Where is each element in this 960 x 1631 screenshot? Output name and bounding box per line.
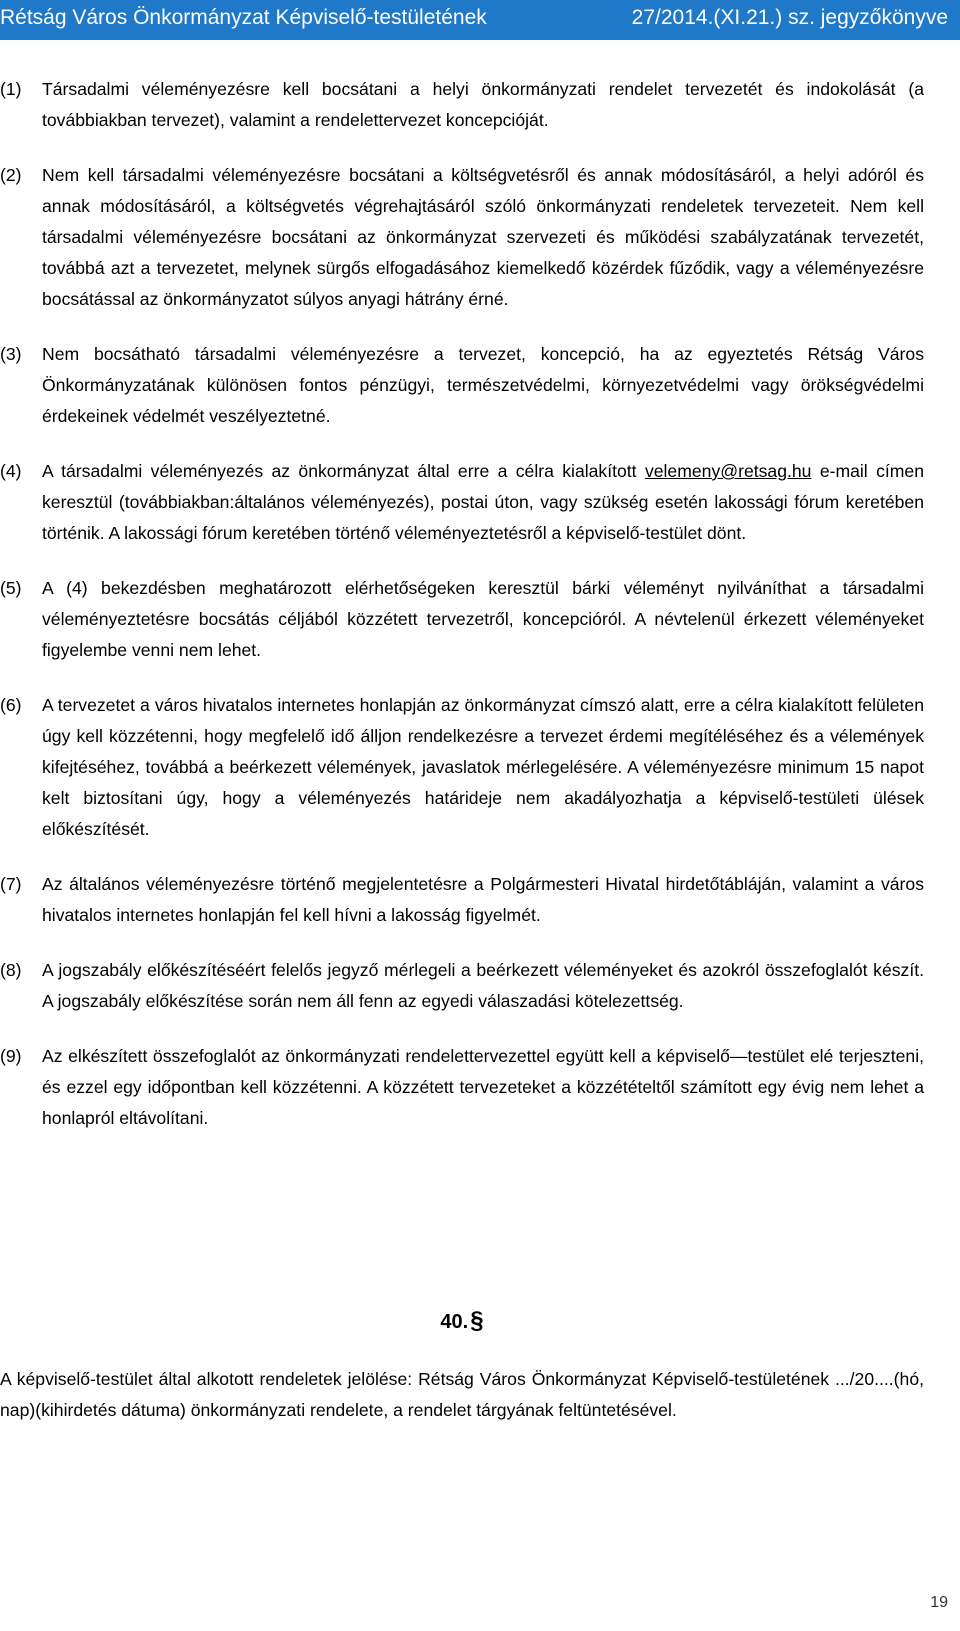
paragraph-number: (3) <box>0 344 22 364</box>
paragraph-number: (5) <box>0 578 22 598</box>
document-body <box>0 74 924 1158</box>
paragraph-text: Társadalmi véleményezésre kell bocsátani a helyi önkormányzati rendelet tervezetét és indokolását (a továbbiakban tervezet), valamint a rendelettervezet koncepcióját. <box>42 79 924 130</box>
paragraph-number: (6) <box>0 695 22 715</box>
paragraph-text-start: A társadalmi véleményezés az önkormányzat által erre a célra kialakított <box>42 461 645 481</box>
paragraph-number: (4) <box>0 461 22 481</box>
paragraph-9 <box>0 1041 924 1134</box>
paragraph-number: (1) <box>0 79 22 99</box>
paragraph-text: A (4) bekezdésben meghatározott elérhetőségeken keresztül bárki véleményt nyilváníthat a társadalmi véleményeztetésre bocsátás céljából közzétett tervezetről, koncepcióról. A névtelenül érkezett véleményeket figyelembe venni nem lehet. <box>42 578 924 660</box>
paragraph-3 <box>0 339 924 432</box>
section-paragraph: A képviselő-testület által alkotott rendeletek jelölése: Rétság Város Önkormányzat Képviselő-testületének .../20....(hó, nap)(kihirdetés dátuma) önkormányzati rendelete, a rendelet tárgyának feltüntetésével. <box>0 1369 924 1420</box>
paragraph-text: Az elkészített összefoglalót az önkormányzati rendelettervezettel együtt kell a képviselő—testület elé terjeszteni, és ezzel egy időpontban kell közzétenni. A közzétett tervezeteket a közzétételtől számított egy évig nem lehet a honlapról eltávolítani. <box>42 1046 924 1128</box>
email-link[interactable]: velemeny@retsag.hu <box>644 461 812 481</box>
paragraph-number: (7) <box>0 874 22 894</box>
paragraph-4 <box>0 456 924 549</box>
section-mark: § <box>470 1307 484 1334</box>
header-minutes-number: 27/2014.(XI.21.) sz. jegyzőkönyve <box>631 6 948 29</box>
paragraph-7 <box>0 869 924 931</box>
paragraph-text: Nem bocsátható társadalmi véleményezésre a tervezet, koncepció, ha az egyeztetés Rétság Város Önkormányzatának különösen fontos pénzügyi, természetvédelmi, környezetvédelmi vagy örökségvédelmi érdekeinek védelmét veszélyeztetné. <box>42 344 924 426</box>
paragraph-5 <box>0 573 924 666</box>
paragraph-text-end: e-mail címen keresztül (továbbiakban:általános véleményezés), postai úton, vagy szükség esetén lakossági fórum keretében történik. A lakossági fórum keretében történő véleményeztetésről a képviselő-testület dönt. <box>42 461 924 543</box>
header-title: Rétság Város Önkormányzat Képviselő-testületének <box>0 6 487 29</box>
paragraph-text: A tervezetet a város hivatalos internetes honlapján az önkormányzat címszó alatt, erre a célra kialakított felületen úgy kell közzétenni, hogy megfelelő idő álljon rendelkezésre a tervezet érdemi megítéléséhez és a vélemények kifejtéséhez, továbbá a beérkezett vélemények, javaslatok mérlegelésére. A véleményezésre minimum 15 napot kelt biztosítani úgy, hogy a véleményezés határideje nem akadályozhatja a képviselő-testületi ülések előkészítését. <box>42 695 924 839</box>
page-number: 19 <box>930 1594 948 1611</box>
paragraph-1 <box>0 74 924 136</box>
paragraph-2 <box>0 160 924 315</box>
paragraph-text: Nem kell társadalmi véleményezésre bocsátani a költségvetésről és annak módosításáról, a helyi adóról és annak módosításáról, a költségvetés végrehajtásáról szóló önkormányzati rendeletek tervezeteit. Nem kell társadalmi véleményezésre bocsátani az önkormányzat szervezeti és működési szabályzatának tervezetét, továbbá azt a tervezetet, melynek sürgős elfogadásához kiemelkedő közérdek fűződik, vagy a véleményezésre bocsátással az önkormányzatot súlyos anyagi hátrány érné. <box>42 165 924 309</box>
section-number: 40. <box>440 1311 469 1333</box>
paragraph-number: (2) <box>0 165 22 185</box>
page-header <box>0 0 960 40</box>
paragraph-number: (8) <box>0 960 22 980</box>
paragraph-text: A jogszabály előkészítéséért felelős jegyző mérlegeli a beérkezett véleményeket és azokról összefoglalót készít. A jogszabály előkészítése során nem áll fenn az egyedi válaszadási kötelezettség. <box>42 960 924 1011</box>
paragraph-8 <box>0 955 924 1017</box>
paragraph-number: (9) <box>0 1046 22 1066</box>
paragraph-text: Az általános véleményezésre történő megjelentetésre a Polgármesteri Hivatal hirdetőtábláján, valamint a város hivatalos internetes honlapján fel kell hívni a lakosság figyelmét. <box>42 874 924 925</box>
paragraph-6 <box>0 690 924 845</box>
section-heading <box>0 1307 924 1335</box>
